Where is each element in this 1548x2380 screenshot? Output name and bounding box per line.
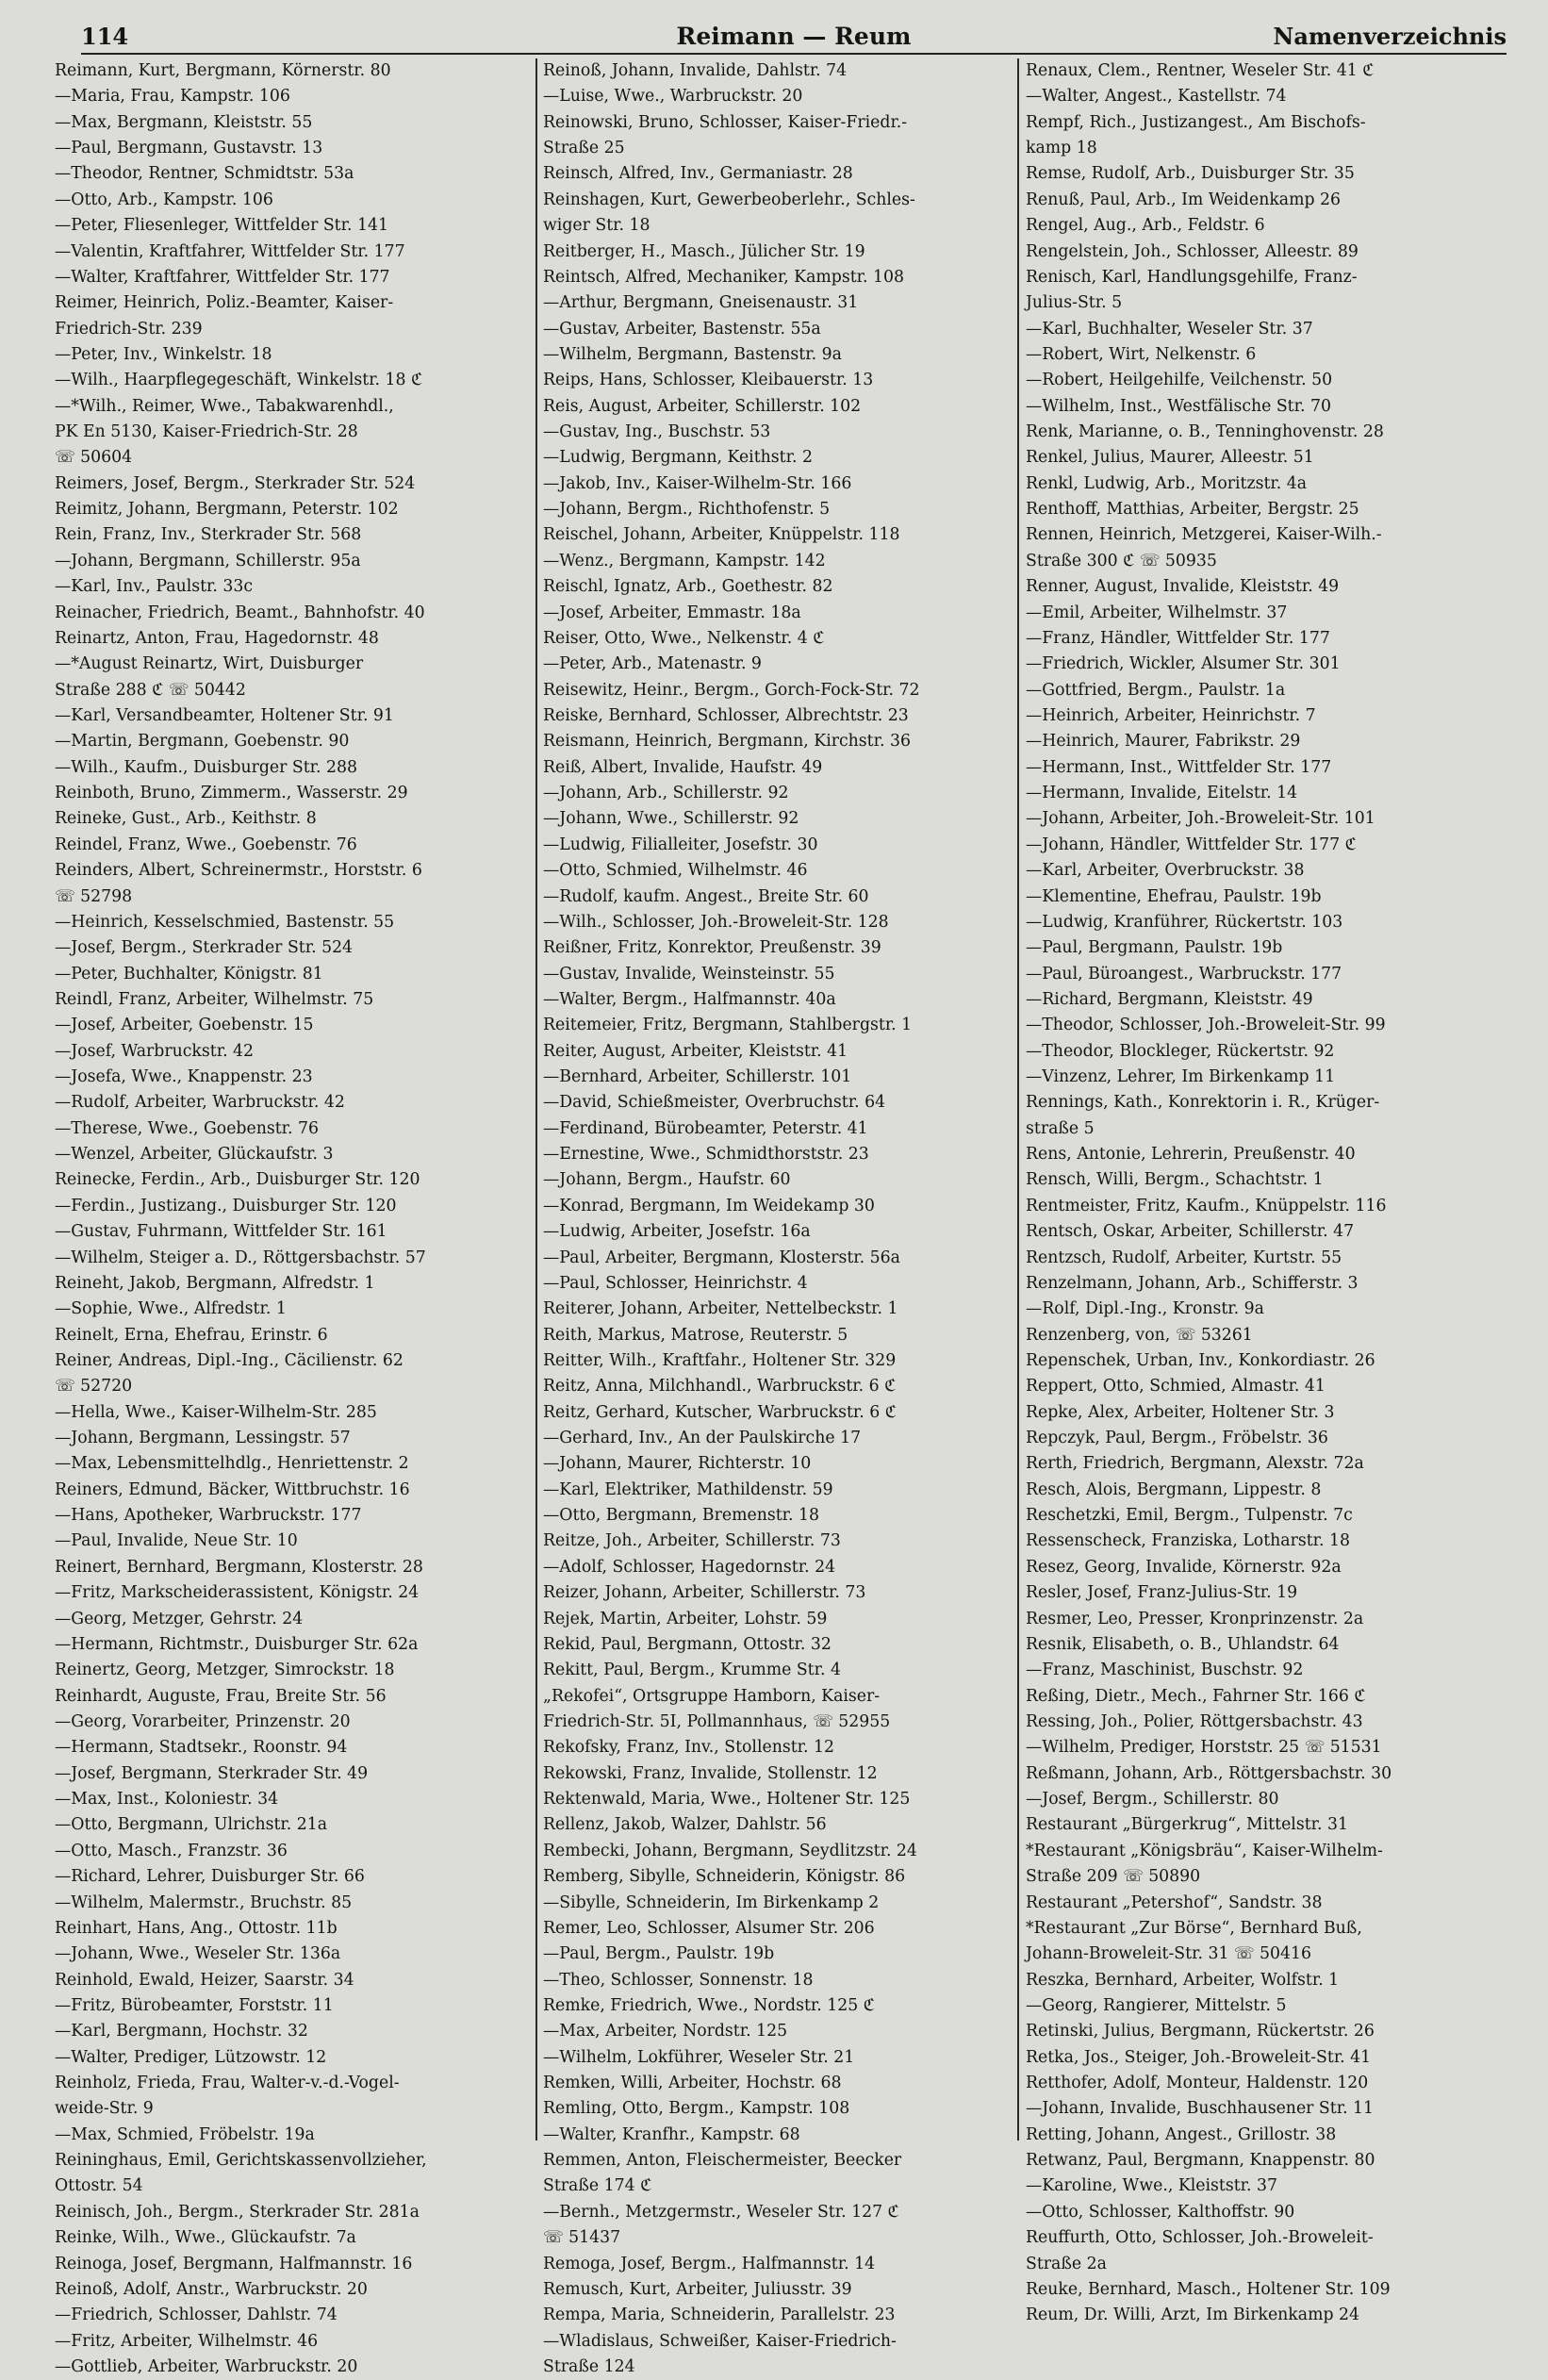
directory-entry-line: Restaurant „Bürgerkrug“, Mittelstr. 31 [1026, 1815, 1348, 1835]
directory-entry-line: Rekofsky, Franz, Inv., Stollenstr. 12 [543, 1738, 834, 1758]
directory-entry-line: —Gottfried, Bergm., Paulstr. 1a [1026, 680, 1286, 700]
directory-entry-line: Reuke, Bernhard, Masch., Holtener Str. 109 [1026, 2279, 1391, 2299]
directory-entry-line: —Georg, Metzger, Gehrstr. 24 [55, 1609, 304, 1628]
directory-entry-line: —Paul, Bergmann, Paulstr. 19b [1026, 938, 1283, 958]
directory-entry-line: Rennings, Kath., Konrektorin i. R., Krüger- [1026, 1093, 1380, 1113]
directory-entry-line: Retinski, Julius, Bergmann, Rückertstr. 26 [1026, 2022, 1375, 2041]
directory-entry-line: —Richard, Bergmann, Kleiststr. 49 [1026, 989, 1313, 1009]
directory-entry-line: —Johann, Wwe., Weseler Str. 136a [55, 1944, 341, 1964]
directory-entry-line: —Luise, Wwe., Warbruckstr. 20 [543, 87, 803, 107]
directory-entry-line: —Ludwig, Arbeiter, Josefstr. 16a [543, 1222, 811, 1242]
directory-entry-line: —Rolf, Dipl.-Ing., Kronstr. 9a [1026, 1299, 1264, 1319]
directory-entry-line: —Karl, Arbeiter, Overbruckstr. 38 [1026, 861, 1305, 881]
directory-entry-line: Reindel, Franz, Wwe., Goebenstr. 76 [55, 835, 357, 854]
directory-entry-line: Reitemeier, Fritz, Bergmann, Stahlbergstr. 1 [543, 1016, 913, 1035]
directory-entry-line: ☏ 52798 [55, 886, 133, 906]
directory-entry-line: —Otto, Masch., Franzstr. 36 [55, 1841, 288, 1860]
directory-entry-line: —Ludwig, Kranführer, Rückertstr. 103 [1026, 912, 1343, 932]
directory-entry-line: Reinshagen, Kurt, Gewerbeoberlehr., Schles- [543, 190, 915, 209]
directory-entry-line: Rengelstein, Joh., Schlosser, Alleestr. 89 [1026, 241, 1359, 261]
directory-entry-line: —Friedrich, Wickler, Alsumer Str. 301 [1026, 654, 1341, 674]
directory-entry-line: Retka, Jos., Steiger, Joh.-Broweleit-Str. 41 [1026, 2047, 1372, 2067]
directory-entry-line: Resnik, Elisabeth, o. B., Uhlandstr. 64 [1026, 1634, 1340, 1654]
directory-entry-line: —Otto, Arb., Kampstr. 106 [55, 190, 273, 209]
directory-entry-line: Remberg, Sibylle, Schneiderin, Königstr. 86 [543, 1867, 906, 1887]
directory-entry-line: —Therese, Wwe., Goebenstr. 76 [55, 1118, 320, 1138]
directory-entry-line: —Heinrich, Maurer, Fabrikstr. 29 [1026, 732, 1301, 752]
directory-entry-line: Rentzsch, Rudolf, Arbeiter, Kurtstr. 55 [1026, 1248, 1342, 1267]
directory-entry-line: straße 5 [1026, 1118, 1095, 1138]
directory-entry-line: PK En 5130, Kaiser-Friedrich-Str. 28 [55, 422, 358, 442]
directory-entry-line: Reinoß, Adolf, Anstr., Warbruckstr. 20 [55, 2279, 368, 2299]
directory-entry-line: Remse, Rudolf, Arb., Duisburger Str. 35 [1026, 164, 1355, 184]
section-name: Namenverzeichnis [1273, 23, 1507, 50]
directory-entry-line: Reinacher, Friedrich, Beamt., Bahnhofstr. 40 [55, 603, 425, 622]
directory-entry-line: Reimann, Kurt, Bergmann, Körnerstr. 80 [55, 61, 391, 80]
directory-entry-line: Rempa, Maria, Schneiderin, Parallelstr. 23 [543, 2306, 896, 2325]
directory-entry-line: —Franz, Maschinist, Buschstr. 92 [1026, 1661, 1304, 1680]
directory-entry-line: Reischel, Johann, Arbeiter, Knüppelstr. 118 [543, 525, 900, 545]
directory-entry-line: —Wilh., Haarpflegegeschäft, Winkelstr. 18 ℭ [55, 371, 423, 390]
directory-entry-line: —Robert, Wirt, Nelkenstr. 6 [1026, 344, 1257, 364]
directory-entry-line: —Robert, Heilgehilfe, Veilchenstr. 50 [1026, 371, 1333, 390]
directory-entry-line: —Fritz, Arbeiter, Wilhelmstr. 46 [55, 2331, 319, 2351]
directory-entry-line: Reßmann, Johann, Arb., Röttgersbachstr. 30 [1026, 1763, 1392, 1783]
directory-entry-line: Reischl, Ignatz, Arb., Goethestr. 82 [543, 577, 833, 597]
directory-entry-line: —Josef, Warbruckstr. 42 [55, 1041, 255, 1061]
directory-entry-line: Reitze, Joh., Arbeiter, Schillerstr. 73 [543, 1531, 841, 1551]
directory-entry-line: Rekitt, Paul, Bergm., Krumme Str. 4 [543, 1661, 841, 1680]
directory-entry-line: Reinoß, Johann, Invalide, Dahlstr. 74 [543, 61, 848, 80]
directory-entry-line: —Ludwig, Filialleiter, Josefstr. 30 [543, 835, 818, 854]
directory-entry-line: —Max, Lebensmittelhdlg., Henriettenstr. 2 [55, 1454, 409, 1474]
directory-entry-line: Reis, August, Arbeiter, Schillerstr. 102 [543, 396, 862, 416]
directory-entry-line: —Paul, Arbeiter, Bergmann, Klosterstr. 56a [543, 1248, 900, 1267]
directory-entry-line: —Johann, Bergm., Richthofenstr. 5 [543, 500, 831, 520]
directory-entry-line: —Wenz., Bergmann, Kampstr. 142 [543, 551, 826, 570]
directory-entry-line: —Johann, Bergmann, Lessingstr. 57 [55, 1429, 351, 1448]
directory-entry-line: —*August Reinartz, Wirt, Duisburger [55, 654, 364, 674]
directory-entry-line: —Gustav, Fuhrmann, Wittfelder Str. 161 [55, 1222, 387, 1242]
directory-entry-line: Retting, Johann, Angest., Grillostr. 38 [1026, 2124, 1337, 2144]
directory-entry-line: kamp 18 [1026, 139, 1097, 158]
directory-entry-line: Julius-Str. 5 [1026, 293, 1123, 313]
directory-entry-line: —Johann, Invalide, Buschhausener Str. 11 [1026, 2099, 1375, 2119]
directory-entry-line: —Hans, Apotheker, Warbruckstr. 177 [55, 1506, 362, 1526]
directory-entry-line: —Josef, Bergmann, Sterkrader Str. 49 [55, 1763, 369, 1783]
directory-entry-line: Straße 300 ℭ ☏ 50935 [1026, 551, 1217, 570]
directory-entry-line: —Ferdin., Justizang., Duisburger Str. 120 [55, 1196, 397, 1215]
directory-entry-line: Reindl, Franz, Arbeiter, Wilhelmstr. 75 [55, 989, 374, 1009]
directory-entry-line: Reiterer, Johann, Arbeiter, Nettelbeckstr. 1 [543, 1299, 898, 1319]
directory-entry-line: —Otto, Bergmann, Ulrichstr. 21a [55, 1815, 328, 1835]
directory-entry-line: Resez, Georg, Invalide, Körnerstr. 92a [1026, 1557, 1342, 1577]
directory-entry-line: —Josef, Bergm., Schillerstr. 80 [1026, 1790, 1279, 1810]
directory-entry-line: Reißner, Fritz, Konrektor, Preußenstr. 39 [543, 938, 881, 958]
directory-entry-line: —Wladislaus, Schweißer, Kaiser-Friedrich- [543, 2331, 897, 2351]
directory-entry-line: —Wilh., Kaufm., Duisburger Str. 288 [55, 757, 358, 777]
directory-entry-line: —Karoline, Wwe., Kleiststr. 37 [1026, 2176, 1277, 2196]
directory-entry-line: Renk, Marianne, o. B., Tenninghovenstr. 28 [1026, 422, 1384, 442]
directory-entry-line: Reimers, Josef, Bergm., Sterkrader Str. 524 [55, 473, 416, 493]
directory-entry-line: —Paul, Büroangest., Warbruckstr. 177 [1026, 964, 1342, 983]
directory-entry-line: —Gerhard, Inv., An der Paulskirche 17 [543, 1429, 862, 1448]
directory-entry-line: —Theodor, Schlosser, Joh.-Broweleit-Str. 99 [1026, 1016, 1386, 1035]
directory-entry-line: Renisch, Karl, Handlungsgehilfe, Franz- [1026, 267, 1358, 287]
directory-entry-line: Rensch, Willi, Bergm., Schachtstr. 1 [1026, 1170, 1324, 1190]
directory-entry-line: wiger Str. 18 [543, 216, 650, 236]
directory-entry-line: Rellenz, Jakob, Walzer, Dahlstr. 56 [543, 1815, 827, 1835]
page-number: 114 [81, 23, 129, 50]
directory-entry-line: —Gustav, Arbeiter, Bastenstr. 55a [543, 319, 821, 339]
directory-entry-line: Reinartz, Anton, Frau, Hagedornstr. 48 [55, 628, 379, 648]
directory-entry-line: Reinders, Albert, Schreinermstr., Horststr. 6 [55, 861, 422, 881]
directory-entry-line: Rempf, Rich., Justizangest., Am Bischofs- [1026, 112, 1366, 132]
directory-entry-line: —Georg, Rangierer, Mittelstr. 5 [1026, 1995, 1287, 2015]
directory-entry-line: Rentmeister, Fritz, Kaufm., Knüppelstr. 116 [1026, 1196, 1387, 1215]
directory-entry-line: —Emil, Arbeiter, Wilhelmstr. 37 [1026, 603, 1288, 622]
directory-entry-line: Rennen, Heinrich, Metzgerei, Kaiser-Wilh.- [1026, 525, 1382, 545]
directory-entry-line: Reiske, Bernhard, Schlosser, Albrechtstr. 23 [543, 705, 909, 725]
directory-entry-line: Rerth, Friedrich, Bergmann, Alexstr. 72a [1026, 1454, 1364, 1474]
directory-entry-line: —Wilhelm, Steiger a. D., Röttgersbachstr. 57 [55, 1248, 426, 1267]
directory-entry-line: —Heinrich, Arbeiter, Heinrichstr. 7 [1026, 705, 1316, 725]
directory-entry-line: —Max, Schmied, Fröbelstr. 19a [55, 2124, 315, 2144]
column-divider [535, 58, 537, 2140]
directory-entry-line: Rembecki, Johann, Bergmann, Seydlitzstr. 24 [543, 1841, 917, 1860]
directory-entry-line: Reinecke, Ferdin., Arb., Duisburger Str. 120 [55, 1170, 420, 1190]
directory-entry-line: —Walter, Bergm., Halfmannstr. 40a [543, 989, 836, 1009]
directory-entry-line: —Hermann, Invalide, Eitelstr. 14 [1026, 784, 1298, 803]
directory-entry-line: —Hermann, Richtmstr., Duisburger Str. 62a [55, 1634, 419, 1654]
directory-entry-line: Rektenwald, Maria, Wwe., Holtener Str. 125 [543, 1790, 911, 1810]
directory-entry-line: —Peter, Fliesenleger, Wittfelder Str. 141 [55, 216, 388, 236]
running-title: Reimann — Reum [676, 23, 912, 50]
directory-entry-line: —Josef, Arbeiter, Emmastr. 18a [543, 603, 801, 622]
directory-entry-line: ☏ 52720 [55, 1377, 133, 1397]
directory-entry-line: —Paul, Invalide, Neue Str. 10 [55, 1531, 298, 1551]
directory-entry-line: —Josefa, Wwe., Knappenstr. 23 [55, 1067, 313, 1087]
directory-entry-line: —Bernh., Metzgermstr., Weseler Str. 127 ℭ [543, 2202, 899, 2222]
directory-entry-line: Reimer, Heinrich, Poliz.-Beamter, Kaiser- [55, 293, 394, 313]
directory-entry-line: Straße 124 [543, 2356, 635, 2376]
directory-entry-line: Reinsch, Alfred, Inv., Germaniastr. 28 [543, 164, 853, 184]
directory-entry-line: —Ludwig, Bergmann, Keithstr. 2 [543, 448, 813, 468]
directory-entry-line: Resch, Alois, Bergmann, Lippestr. 8 [1026, 1479, 1322, 1499]
directory-entry-line: Renzenberg, von, ☏ 53261 [1026, 1325, 1253, 1345]
directory-entry-line: —Karl, Bergmann, Hochstr. 32 [55, 2022, 308, 2041]
directory-entry-line: Resmer, Leo, Presser, Kronprinzenstr. 2a [1026, 1609, 1364, 1628]
directory-entry-line: —Konrad, Bergmann, Im Weidekamp 30 [543, 1196, 875, 1215]
directory-entry-line: Renuß, Paul, Arb., Im Weidenkamp 26 [1026, 190, 1342, 209]
directory-entry-line: —Otto, Schmied, Wilhelmstr. 46 [543, 861, 808, 881]
directory-entry-line: Reum, Dr. Willi, Arzt, Im Birkenkamp 24 [1026, 2306, 1360, 2325]
directory-entry-line: —Klementine, Ehefrau, Paulstr. 19b [1026, 886, 1322, 906]
directory-entry-line: Reizer, Johann, Arbeiter, Schillerstr. 73 [543, 1583, 866, 1603]
directory-entry-line: Johann-Broweleit-Str. 31 ☏ 50416 [1026, 1944, 1312, 1964]
directory-entry-line: —Wilhelm, Bergmann, Bastenstr. 9a [543, 344, 842, 364]
directory-entry-line: —Max, Arbeiter, Nordstr. 125 [543, 2022, 788, 2041]
directory-entry-line: Remmen, Anton, Fleischermeister, Beecker [543, 2151, 902, 2171]
directory-entry-line: Repenschek, Urban, Inv., Konkordiastr. 26 [1026, 1350, 1375, 1370]
directory-entry-line: —Karl, Versandbeamter, Holtener Str. 91 [55, 705, 394, 725]
directory-entry-line: —Wilhelm, Malermstr., Bruchstr. 85 [55, 1892, 353, 1912]
directory-entry-line: —Bernhard, Arbeiter, Schillerstr. 101 [543, 1067, 852, 1087]
directory-entry-line: —Fritz, Bürobeamter, Forststr. 11 [55, 1995, 334, 2015]
directory-entry-line: Friedrich-Str. 5I, Pollmannhaus, ☏ 52955 [543, 1712, 891, 1731]
entries-column-2 [543, 58, 1014, 2376]
directory-entry-line: Straße 2a [1026, 2254, 1107, 2273]
directory-entry-line: Reinowski, Bruno, Schlosser, Kaiser-Friedr.- [543, 112, 908, 132]
directory-entry-line: Reiter, August, Arbeiter, Kleiststr. 41 [543, 1041, 848, 1061]
directory-entry-line: weide-Str. 9 [55, 2099, 154, 2119]
directory-entry-line: —Walter, Prediger, Lützowstr. 12 [55, 2047, 327, 2067]
directory-entry-line: —Otto, Schlosser, Kalthoffstr. 90 [1026, 2202, 1295, 2222]
directory-entry-line: Reszka, Bernhard, Arbeiter, Wolfstr. 1 [1026, 1970, 1340, 1990]
directory-entry-line: Reinertz, Georg, Metzger, Simrockstr. 18 [55, 1661, 395, 1680]
directory-entry-line: Reith, Markus, Matrose, Reuterstr. 5 [543, 1325, 848, 1345]
directory-entry-line: Renzelmann, Johann, Arb., Schifferstr. 3 [1026, 1273, 1359, 1293]
directory-entry-line: —Gottlieb, Arbeiter, Warbruckstr. 20 [55, 2356, 358, 2376]
directory-entry-line: —Ferdinand, Bürobeamter, Peterstr. 41 [543, 1118, 868, 1138]
directory-entry-line: —Johann, Arb., Schillerstr. 92 [543, 784, 789, 803]
directory-entry-line: Reschetzki, Emil, Bergm., Tulpenstr. 7c [1026, 1506, 1353, 1526]
directory-entry-line: —Wilhelm, Lokführer, Weseler Str. 21 [543, 2047, 855, 2067]
directory-entry-line: Rekowski, Franz, Invalide, Stollenstr. 12 [543, 1763, 878, 1783]
directory-entry-line: Reisewitz, Heinr., Bergm., Gorch-Fock-Str. 72 [543, 680, 920, 700]
directory-entry-line: —Walter, Kraftfahrer, Wittfelder Str. 177 [55, 267, 390, 287]
directory-entry-line: —Karl, Buchhalter, Weseler Str. 37 [1026, 319, 1313, 339]
directory-entry-line: —Richard, Lehrer, Duisburger Str. 66 [55, 1867, 365, 1887]
directory-entry-line: Reinhart, Hans, Ang., Ottostr. 11b [55, 1918, 338, 1938]
directory-entry-line: —Paul, Bergm., Paulstr. 19b [543, 1944, 775, 1964]
directory-entry-line: —Johann, Händler, Wittfelder Str. 177 ℭ [1026, 835, 1357, 854]
directory-entry-line: —Georg, Vorarbeiter, Prinzenstr. 20 [55, 1712, 351, 1731]
directory-entry-line: —Max, Bergmann, Kleiststr. 55 [55, 112, 313, 132]
directory-entry-line: Reinert, Bernhard, Bergmann, Klosterstr. 28 [55, 1557, 423, 1577]
directory-entry-line: —Otto, Bergmann, Bremenstr. 18 [543, 1506, 819, 1526]
directory-entry-line: —Sophie, Wwe., Alfredstr. 1 [55, 1299, 287, 1319]
directory-entry-line: —Karl, Inv., Paulstr. 33c [55, 577, 254, 597]
directory-entry-line: —Theodor, Rentner, Schmidtstr. 53a [55, 164, 354, 184]
directory-entry-line: Renthoff, Matthias, Arbeiter, Bergstr. 25 [1026, 500, 1359, 520]
directory-entry-line: —Hella, Wwe., Kaiser-Wilhelm-Str. 285 [55, 1402, 377, 1422]
directory-entry-line: ☏ 50604 [55, 448, 133, 468]
directory-entry-line: Reppert, Otto, Schmied, Almastr. 41 [1026, 1377, 1326, 1397]
directory-entry-line: Renner, August, Invalide, Kleiststr. 49 [1026, 577, 1340, 597]
directory-entry-line: Resler, Josef, Franz-Julius-Str. 19 [1026, 1583, 1298, 1603]
directory-entry-line: Remoga, Josef, Bergm., Halfmannstr. 14 [543, 2254, 876, 2273]
directory-entry-line: Reitberger, H., Masch., Jülicher Str. 19 [543, 241, 865, 261]
directory-entry-line: Reitter, Wilh., Kraftfahr., Holtener Str. 329 [543, 1350, 897, 1370]
directory-entry-line: —Walter, Kranfhr., Kampstr. 68 [543, 2124, 800, 2144]
directory-entry-line: —Ernestine, Wwe., Schmidthorststr. 23 [543, 1145, 869, 1165]
directory-entry-line: —Gustav, Invalide, Weinsteinstr. 55 [543, 964, 835, 983]
directory-entry-line: Rein, Franz, Inv., Sterkrader Str. 568 [55, 525, 362, 545]
directory-entry-line: —Valentin, Kraftfahrer, Wittfelder Str. 177 [55, 241, 405, 261]
directory-entry-line: —Franz, Händler, Wittfelder Str. 177 [1026, 628, 1330, 648]
directory-entry-line: Reismann, Heinrich, Bergmann, Kirchstr. 36 [543, 732, 911, 752]
directory-entry-line: Reineht, Jakob, Bergmann, Alfredstr. 1 [55, 1273, 375, 1293]
directory-entry-line: —Theodor, Blockleger, Rückertstr. 92 [1026, 1041, 1335, 1061]
directory-entry-line: Remling, Otto, Bergm., Kampstr. 108 [543, 2099, 850, 2119]
column-divider [1017, 58, 1019, 2140]
entries-column-3 [1026, 58, 1514, 2325]
directory-entry-line: —Johann, Maurer, Richterstr. 10 [543, 1454, 812, 1474]
directory-entry-line: Friedrich-Str. 239 [55, 319, 203, 339]
directory-entry-line: —Martin, Bergmann, Goebenstr. 90 [55, 732, 350, 752]
directory-entry-line: —Walter, Angest., Kastellstr. 74 [1026, 87, 1287, 107]
directory-entry-line: Reips, Hans, Schlosser, Kleibauerstr. 13 [543, 371, 874, 390]
directory-entry-line: Reinelt, Erna, Ehefrau, Erinstr. 6 [55, 1325, 328, 1345]
directory-entry-line: —Peter, Arb., Matenastr. 9 [543, 654, 762, 674]
directory-entry-line: Reiner, Andreas, Dipl.-Ing., Cäcilienstr. 62 [55, 1350, 403, 1370]
directory-entry-line: —Wenzel, Arbeiter, Glückaufstr. 3 [55, 1145, 334, 1165]
directory-entry-line: —Peter, Buchhalter, Königstr. 81 [55, 964, 323, 983]
directory-entry-line: —Hermann, Stadtsekr., Roonstr. 94 [55, 1738, 348, 1758]
directory-entry-line: —Hermann, Inst., Wittfelder Str. 177 [1026, 757, 1332, 777]
directory-entry-line: Reinboth, Bruno, Zimmerm., Wasserstr. 29 [55, 784, 408, 803]
directory-entry-line: Reuffurth, Otto, Schlosser, Joh.-Broweleit- [1026, 2228, 1374, 2248]
directory-entry-line: —Johann, Bergmann, Schillerstr. 95a [55, 551, 361, 570]
directory-entry-line: —Gustav, Ing., Buschstr. 53 [543, 422, 771, 442]
directory-entry-line: Ottostr. 54 [55, 2176, 143, 2196]
directory-entry-line: —Jakob, Inv., Kaiser-Wilhelm-Str. 166 [543, 473, 852, 493]
directory-entry-line: —*Wilh., Reimer, Wwe., Tabakwarenhdl., [55, 396, 394, 416]
directory-entry-line: —Arthur, Bergmann, Gneisenaustr. 31 [543, 293, 859, 313]
directory-entry-line: —Wilhelm, Inst., Westfälische Str. 70 [1026, 396, 1331, 416]
directory-entry-line: Rentsch, Oskar, Arbeiter, Schillerstr. 47 [1026, 1222, 1355, 1242]
directory-entry-line: Straße 174 ℭ [543, 2176, 652, 2196]
directory-entry-line: Reiners, Edmund, Bäcker, Wittbruchstr. 16 [55, 1479, 410, 1499]
directory-entry-line: —Johann, Bergm., Haufstr. 60 [543, 1170, 791, 1190]
directory-entry-line: *Restaurant „Zur Börse“, Bernhard Buß, [1026, 1918, 1362, 1938]
directory-entry-line: „Rekofei“, Ortsgruppe Hamborn, Kaiser- [543, 1686, 881, 1706]
directory-entry-line: Ressing, Joh., Polier, Röttgersbachstr. 43 [1026, 1712, 1363, 1731]
directory-entry-line: Reinoga, Josef, Bergmann, Halfmannstr. 16 [55, 2254, 413, 2273]
directory-entry-line: —David, Schießmeister, Overbruchstr. 64 [543, 1093, 886, 1113]
directory-entry-line: Reinke, Wilh., Wwe., Glückaufstr. 7a [55, 2228, 356, 2248]
directory-entry-line: *Restaurant „Königsbräu“, Kaiser-Wilhelm- [1026, 1841, 1383, 1860]
page-header [81, 21, 1507, 55]
directory-entry-line: —Adolf, Schlosser, Hagedornstr. 24 [543, 1557, 836, 1577]
directory-entry-line: Remke, Friedrich, Wwe., Nordstr. 125 ℭ [543, 1995, 875, 2015]
directory-entry-line: Straße 209 ☏ 50890 [1026, 1867, 1201, 1887]
directory-entry-line: Reinhardt, Auguste, Frau, Breite Str. 56 [55, 1686, 387, 1706]
directory-entry-line: —Johann, Arbeiter, Joh.-Broweleit-Str. 101 [1026, 809, 1375, 829]
directory-entry-line: —Max, Inst., Koloniestr. 34 [55, 1790, 279, 1810]
directory-entry-line: Reiser, Otto, Wwe., Nelkenstr. 4 ℭ [543, 628, 825, 648]
directory-entry-line: —Fritz, Markscheiderassistent, Königstr. 24 [55, 1583, 420, 1603]
directory-entry-line: —Rudolf, kaufm. Angest., Breite Str. 60 [543, 886, 869, 906]
directory-entry-line: Remken, Willi, Arbeiter, Hochstr. 68 [543, 2074, 842, 2093]
directory-entry-line: Ressenscheck, Franziska, Lotharstr. 18 [1026, 1531, 1350, 1551]
directory-entry-line: Straße 25 [543, 139, 625, 158]
directory-entry-line: Reinisch, Joh., Bergm., Sterkrader Str. 281a [55, 2202, 420, 2222]
directory-entry-line: —Friedrich, Schlosser, Dahlstr. 74 [55, 2306, 338, 2325]
directory-entry-line: Repczyk, Paul, Bergm., Fröbelstr. 36 [1026, 1429, 1328, 1448]
directory-entry-line: Reininghaus, Emil, Gerichtskassenvollzieher, [55, 2151, 427, 2171]
directory-entry-line: —Sibylle, Schneiderin, Im Birkenkamp 2 [543, 1892, 880, 1912]
directory-entry-line: —Wilh., Schlosser, Joh.-Broweleit-Str. 128 [543, 912, 889, 932]
directory-entry-line: Rejek, Martin, Arbeiter, Lohstr. 59 [543, 1609, 828, 1628]
directory-entry-line: —Vinzenz, Lehrer, Im Birkenkamp 11 [1026, 1067, 1336, 1087]
directory-entry-line: Remusch, Kurt, Arbeiter, Juliusstr. 39 [543, 2279, 852, 2299]
directory-entry-line: Reßing, Dietr., Mech., Fahrner Str. 166 ℭ [1026, 1686, 1366, 1706]
directory-entry-line: Retthofer, Adolf, Monteur, Haldenstr. 120 [1026, 2074, 1369, 2093]
directory-entry-line: Straße 288 ℭ ☏ 50442 [55, 680, 246, 700]
directory-entry-line: Reinhold, Ewald, Heizer, Saarstr. 34 [55, 1970, 354, 1990]
directory-entry-line: ☏ 51437 [543, 2228, 621, 2248]
directory-entry-line: —Heinrich, Kesselschmied, Bastenstr. 55 [55, 912, 395, 932]
directory-entry-line: —Johann, Wwe., Schillerstr. 92 [543, 809, 799, 829]
directory-entry-line: Reitz, Gerhard, Kutscher, Warbruckstr. 6 ℭ [543, 1402, 897, 1422]
directory-entry-line: —Theo, Schlosser, Sonnenstr. 18 [543, 1970, 814, 1990]
directory-entry-line: Rens, Antonie, Lehrerin, Preußenstr. 40 [1026, 1145, 1356, 1165]
directory-entry-line: Reitz, Anna, Milchhandl., Warbruckstr. 6 ℭ [543, 1377, 897, 1397]
directory-entry-line: Renaux, Clem., Rentner, Weseler Str. 41 ℭ [1026, 61, 1375, 80]
entries-column-1 [55, 58, 534, 2376]
directory-entry-line: —Paul, Bergmann, Gustavstr. 13 [55, 139, 323, 158]
directory-entry-line: Rekid, Paul, Bergmann, Ottostr. 32 [543, 1634, 832, 1654]
directory-entry-line: Retwanz, Paul, Bergmann, Knappenstr. 80 [1026, 2151, 1375, 2171]
directory-entry-line: —Peter, Inv., Winkelstr. 18 [55, 344, 272, 364]
directory-entry-line: —Rudolf, Arbeiter, Warbruckstr. 42 [55, 1093, 345, 1113]
directory-entry-line: —Josef, Bergm., Sterkrader Str. 524 [55, 938, 354, 958]
directory-entry-line: Rengel, Aug., Arb., Feldstr. 6 [1026, 216, 1265, 236]
directory-entry-line: Remer, Leo, Schlosser, Alsumer Str. 206 [543, 1918, 875, 1938]
directory-entry-line: Renkl, Ludwig, Arb., Moritzstr. 4a [1026, 473, 1308, 493]
directory-entry-line: Reinholz, Frieda, Frau, Walter-v.-d.-Vogel- [55, 2074, 400, 2093]
directory-entry-line: —Wilhelm, Prediger, Horststr. 25 ☏ 51531 [1026, 1738, 1382, 1758]
directory-entry-line: —Maria, Frau, Kampstr. 106 [55, 87, 290, 107]
directory-entry-line: Restaurant „Petershof“, Sandstr. 38 [1026, 1892, 1323, 1912]
directory-entry-line: —Karl, Elektriker, Mathildenstr. 59 [543, 1479, 833, 1499]
directory-entry-line: Renkel, Julius, Maurer, Alleestr. 51 [1026, 448, 1314, 468]
directory-entry-line: Reiß, Albert, Invalide, Haufstr. 49 [543, 757, 823, 777]
directory-entry-line: Reineke, Gust., Arb., Keithstr. 8 [55, 809, 317, 829]
directory-entry-line: —Josef, Arbeiter, Goebenstr. 15 [55, 1016, 314, 1035]
directory-entry-line: Reimitz, Johann, Bergmann, Peterstr. 102 [55, 500, 399, 520]
directory-entry-line: Reintsch, Alfred, Mechaniker, Kampstr. 108 [543, 267, 904, 287]
directory-entry-line: Repke, Alex, Arbeiter, Holtener Str. 3 [1026, 1402, 1335, 1422]
directory-entry-line: —Paul, Schlosser, Heinrichstr. 4 [543, 1273, 808, 1293]
